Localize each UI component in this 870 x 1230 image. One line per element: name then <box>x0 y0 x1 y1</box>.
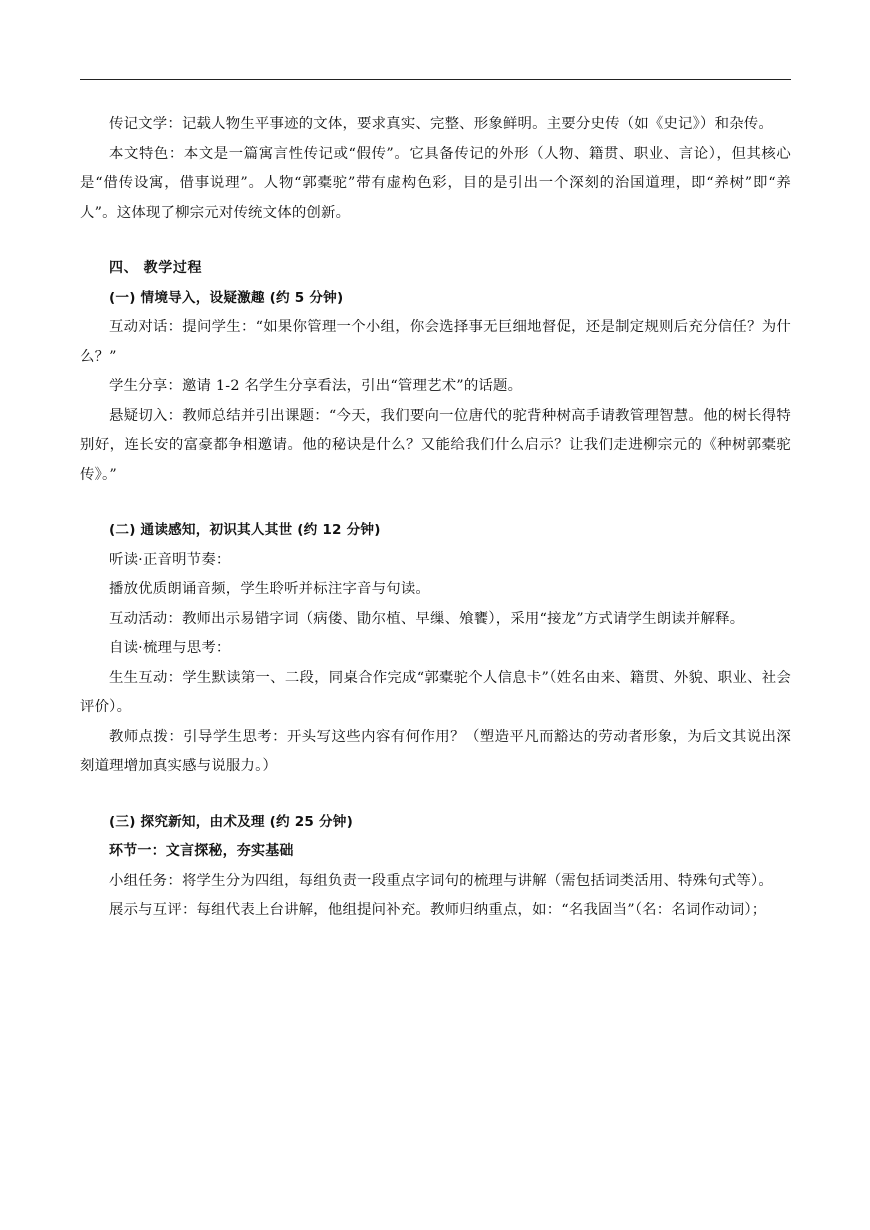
part2-listen-play: 播放优质朗诵音频，学生聆听并标注字音与句读。 <box>109 581 430 597</box>
document-body <box>80 110 791 926</box>
part2-listen-title: 听读·正音明节奏： <box>109 551 231 568</box>
part3-link1-heading: 环节一：文言探秘，夯实基础 <box>109 843 294 859</box>
part2-listen-activity: 互动活动：教师出示易错字词（病偻、勖尔植、早缫、飧饔），采用“接龙”方式请学生朗读并解释。 <box>109 610 745 627</box>
spacer <box>80 782 791 808</box>
biography-feature: 本文特色：本文是一篇寓言性传记或“假传”。它具备传记的外形（人物、籍贯、职业、言论），但其核心是“借传设寓，借事说理”。人物“郭橐驼”带有虚构色彩，目的是引出一个深刻的治国道理，即“养树”即“养人”。这体现了柳宗元对传统文体的创新。 <box>80 145 791 221</box>
header-rule <box>80 79 791 80</box>
spacer <box>80 228 791 254</box>
spacer <box>80 490 791 516</box>
part2-read-peer: 生生互动：学生默读第一、二段，同桌合作完成“郭橐驼个人信息卡”（姓名由来、籍贯、外貌、职业、社会评价）。 <box>80 669 791 715</box>
part1-heading: (一) 情境导入，设疑激趣 (约 5 分钟) <box>109 289 344 306</box>
part3-group-task: 小组任务：将学生分为四组，每组负责一段重点字词句的梳理与讲解（需包括词类活用、特殊句式等）。 <box>109 872 773 889</box>
biography-definition: 传记文学：记载人物生平事迹的文体，要求真实、完整、形象鲜明。主要分史传（如《史记》）和杂传。 <box>109 116 773 132</box>
part2-heading: (二) 通读感知，初识其人其世 (约 12 分钟) <box>109 522 381 538</box>
section-heading-teaching-process: 四、 教学过程 <box>109 260 203 276</box>
part3-show-eval: 展示与互评：每组代表上台讲解，他组提问补充。教师归纳重点，如：“名我固当”（名：名词作动词）； <box>109 902 767 918</box>
part1-dialogue: 互动对话：提问学生：“如果你管理一个小组，你会选择事无巨细地督促，还是制定规则后充分信任？为什么？” <box>80 319 791 365</box>
part2-read-title: 自读·梳理与思考： <box>109 640 231 656</box>
part1-suspense: 悬疑切入：教师总结并引出课题：“今天，我们要向一位唐代的驼背种树高手请教管理智慧。他的树长得特别好，连长安的富豪都争相邀请。他的秘诀是什么？又能给我们什么启示？让我们走进柳宗元的《种树郭橐驼传》。” <box>80 407 791 483</box>
part1-share: 学生分享：邀请 1-2 名学生分享看法，引出“管理艺术”的话题。 <box>109 378 523 394</box>
part3-heading: (三) 探究新知，由术及理 (约 25 分钟) <box>109 813 354 830</box>
part2-read-guide: 教师点拨：引导学生思考：开头写这些内容有何作用？（塑造平凡而豁达的劳动者形象，为后文其说出深刻道理增加真实感与说服力。） <box>80 728 791 774</box>
